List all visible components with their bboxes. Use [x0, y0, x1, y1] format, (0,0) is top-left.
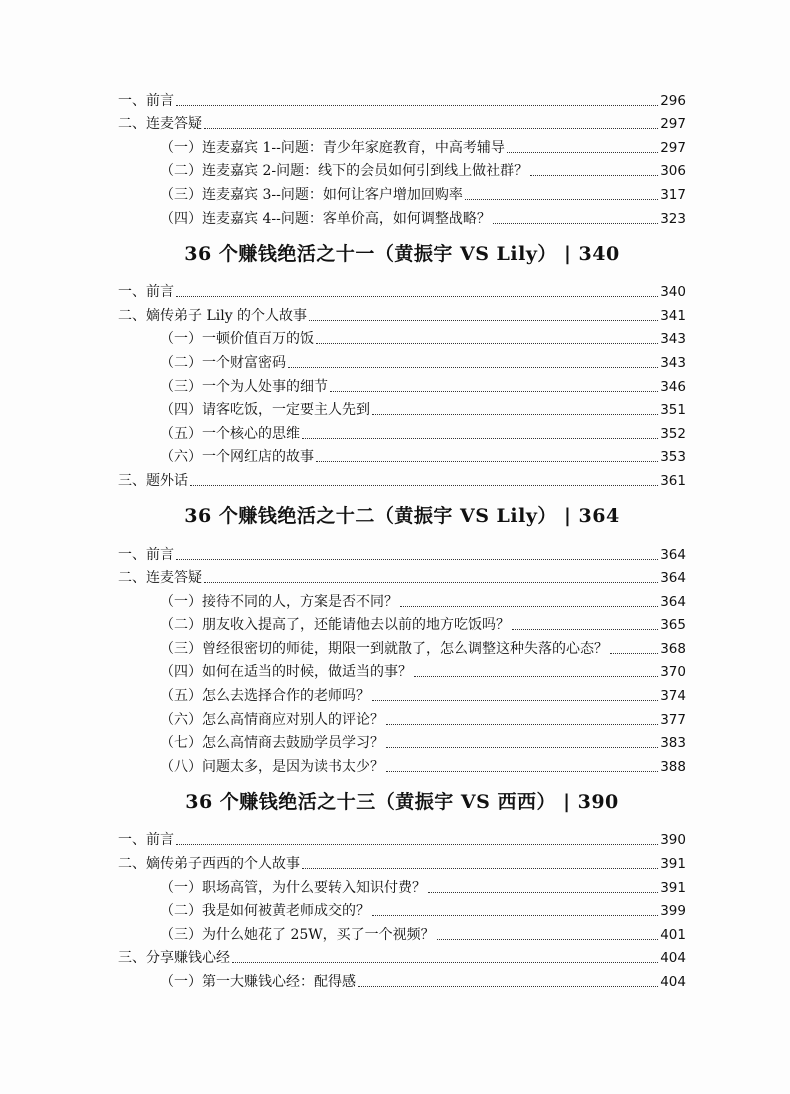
- dot-leader: [386, 747, 658, 748]
- dot-leader: [176, 559, 658, 560]
- toc-entry-title: （一）第一大赚钱心经：配得感: [160, 974, 356, 990]
- toc-entry[interactable]: [118, 348, 686, 372]
- section-heading: 36 个赚钱绝活之十二（黄振宇 VS Lily） | 364: [184, 505, 620, 528]
- toc-entry-page: 368: [660, 640, 686, 657]
- section-heading: 36 个赚钱绝活之十一（黄振宇 VS Lily） | 340: [184, 243, 620, 266]
- toc-entry-page: 374: [660, 688, 686, 705]
- dot-leader: [302, 438, 658, 439]
- toc-entry-page: 391: [660, 856, 686, 873]
- toc-entry-title: （五）怎么去选择合作的老师吗？: [160, 688, 370, 705]
- toc-entry-title: （三）曾经很密切的师徒，期限一到就散了，怎么调整这种失落的心态？: [160, 640, 608, 657]
- toc-entry[interactable]: [118, 110, 686, 134]
- section-heading: 36 个赚钱绝活之十三（黄振宇 VS 西西） | 390: [185, 791, 619, 814]
- toc-entry[interactable]: [118, 873, 686, 897]
- toc-entry-page: 352: [660, 425, 686, 442]
- toc-entry-page: 377: [660, 711, 686, 728]
- dot-leader: [204, 128, 658, 129]
- dot-leader: [512, 629, 658, 630]
- toc-entry-title: （二）连麦嘉宾 2-问题：线下的会员如何引到线上做社群？: [160, 163, 529, 180]
- toc-entry-title: （六）怎么高情商应对别人的评论？: [160, 711, 384, 728]
- toc-entry[interactable]: [118, 133, 686, 157]
- toc-entry-title: （七）怎么高情商去鼓励学员学习？: [160, 735, 384, 752]
- toc-entry[interactable]: [118, 419, 686, 443]
- toc-entry-page: 364: [660, 570, 686, 587]
- dot-leader: [330, 391, 658, 392]
- toc-entry-page: 390: [660, 832, 686, 849]
- toc-entry-page: 343: [660, 331, 686, 348]
- toc-entry-page: 340: [660, 284, 686, 301]
- dot-leader: [176, 105, 658, 106]
- toc-entry-page: 317: [660, 186, 686, 203]
- toc-entry-title: 三、题外话: [118, 472, 188, 489]
- toc-entry[interactable]: [118, 611, 686, 635]
- dot-leader: [386, 724, 658, 725]
- dot-leader: [190, 485, 658, 486]
- toc-entry-title: （四）请客吃饭，一定要主人先到: [160, 402, 370, 419]
- dot-leader: [428, 892, 658, 893]
- toc-entry[interactable]: [118, 944, 686, 968]
- toc-entry-title: 二、连麦答疑: [118, 570, 202, 587]
- toc-entry-title: （三）连麦嘉宾 3--问题：如何让客户增加回购率: [160, 186, 463, 203]
- toc-entry[interactable]: [118, 564, 686, 588]
- toc-entry[interactable]: [118, 443, 686, 467]
- dot-leader: [316, 343, 658, 344]
- toc-entry[interactable]: [118, 278, 686, 302]
- toc-entry-title: （四）如何在适当的时候，做适当的事？: [160, 664, 412, 681]
- toc-entry-page: 364: [660, 546, 686, 563]
- toc-entry[interactable]: [118, 396, 686, 420]
- toc-entry[interactable]: [118, 752, 686, 776]
- toc-entry-title: （二）我是如何被黄老师成交的？: [160, 903, 370, 920]
- dot-leader: [372, 915, 658, 916]
- dot-leader: [176, 844, 658, 845]
- toc-entry-page: 404: [660, 974, 686, 990]
- toc-entry-title: 二、连麦答疑: [118, 116, 202, 133]
- toc-entry-page: 297: [660, 139, 686, 156]
- toc-entry-title: 一、前言: [118, 284, 174, 301]
- toc-entry[interactable]: [118, 86, 686, 110]
- toc-entry-page: 343: [660, 354, 686, 371]
- dot-leader: [316, 461, 658, 462]
- toc-entry-title: （六）一个网红店的故事: [160, 449, 314, 466]
- dot-leader: [288, 367, 658, 368]
- toc-entry-page: 351: [660, 402, 686, 419]
- toc-entry-title: （八）问题太多，是因为读书太少？: [160, 758, 384, 775]
- toc-entry-title: 二、嫡传弟子西西的个人故事: [118, 856, 300, 873]
- toc-entry[interactable]: [118, 204, 686, 228]
- dot-leader: [176, 296, 658, 297]
- dot-leader: [414, 676, 658, 677]
- toc-entry-page: 364: [660, 593, 686, 610]
- toc-entry-title: （一）连麦嘉宾 1--问题：青少年家庭教育，中高考辅导: [160, 139, 505, 156]
- toc-entry-title: （一）接待不同的人，方案是否不同？: [160, 593, 398, 610]
- toc-entry-page: 353: [660, 449, 686, 466]
- toc-entry-page: 370: [660, 664, 686, 681]
- dot-leader: [493, 223, 658, 224]
- toc-entry[interactable]: [118, 681, 686, 705]
- toc-entry[interactable]: [118, 658, 686, 682]
- toc-entry-page: 346: [660, 378, 686, 395]
- dot-leader: [232, 962, 658, 963]
- dot-leader: [400, 606, 658, 607]
- dot-leader: [386, 771, 658, 772]
- dot-leader: [358, 986, 658, 987]
- dot-leader: [530, 175, 658, 176]
- dot-leader: [507, 152, 658, 153]
- toc-entry-page: 388: [660, 758, 686, 775]
- toc-entry-title: （一）一顿价值百万的饭: [160, 331, 314, 348]
- toc-entry-title: （三）为什么她花了 25W，买了一个视频？: [160, 926, 435, 943]
- toc-entry-page: 404: [660, 950, 686, 967]
- toc-entry[interactable]: [118, 301, 686, 325]
- dot-leader: [610, 653, 658, 654]
- toc-entry-title: 二、嫡传弟子 Lily 的个人故事: [118, 307, 308, 324]
- toc-entry-title: 一、前言: [118, 92, 174, 109]
- toc-entry-title: （一）职场高管，为什么要转入知识付费？: [160, 879, 426, 896]
- toc-entry[interactable]: [118, 180, 686, 204]
- toc-entry[interactable]: [118, 967, 686, 991]
- dot-leader: [309, 320, 658, 321]
- dot-leader: [204, 582, 658, 583]
- toc-entry-page: 361: [660, 472, 686, 489]
- table-of-contents: [118, 86, 686, 991]
- dot-leader: [437, 939, 659, 940]
- toc-entry-page: 323: [660, 210, 686, 227]
- toc-entry[interactable]: [118, 920, 686, 944]
- toc-entry-title: 一、前言: [118, 832, 174, 849]
- toc-entry[interactable]: [118, 540, 686, 564]
- toc-entry-page: 391: [660, 879, 686, 896]
- toc-entry-page: 401: [660, 926, 686, 943]
- toc-entry[interactable]: [118, 587, 686, 611]
- toc-entry-title: （三）一个为人处事的细节: [160, 378, 328, 395]
- toc-entry[interactable]: [118, 634, 686, 658]
- toc-entry-title: （五）一个核心的思维: [160, 425, 300, 442]
- toc-entry[interactable]: [118, 325, 686, 349]
- toc-entry-title: 一、前言: [118, 546, 174, 563]
- toc-entry[interactable]: [118, 826, 686, 850]
- toc-entry[interactable]: [118, 705, 686, 729]
- dot-leader: [372, 700, 658, 701]
- toc-entry-title: 三、分享赚钱心经: [118, 950, 230, 967]
- toc-entry-page: 365: [660, 617, 686, 634]
- toc-entry-title: （二）朋友收入提高了，还能请他去以前的地方吃饭吗？: [160, 617, 510, 634]
- toc-entry[interactable]: [118, 729, 686, 753]
- toc-entry[interactable]: [118, 849, 686, 873]
- toc-entry[interactable]: [118, 157, 686, 181]
- toc-entry-page: 341: [660, 307, 686, 324]
- toc-entry-page: 383: [660, 735, 686, 752]
- toc-entry-page: 399: [660, 903, 686, 920]
- toc-entry-page: 297: [660, 116, 686, 133]
- toc-entry[interactable]: [118, 897, 686, 921]
- dot-leader: [302, 868, 658, 869]
- toc-entry[interactable]: [118, 372, 686, 396]
- toc-entry-page: 306: [660, 163, 686, 180]
- toc-entry-title: （二）一个财富密码: [160, 354, 286, 371]
- toc-entry-page: 296: [660, 92, 686, 109]
- dot-leader: [372, 414, 658, 415]
- toc-entry[interactable]: [118, 466, 686, 490]
- dot-leader: [465, 199, 658, 200]
- toc-entry-title: （四）连麦嘉宾 4--问题：客单价高，如何调整战略？: [160, 210, 491, 227]
